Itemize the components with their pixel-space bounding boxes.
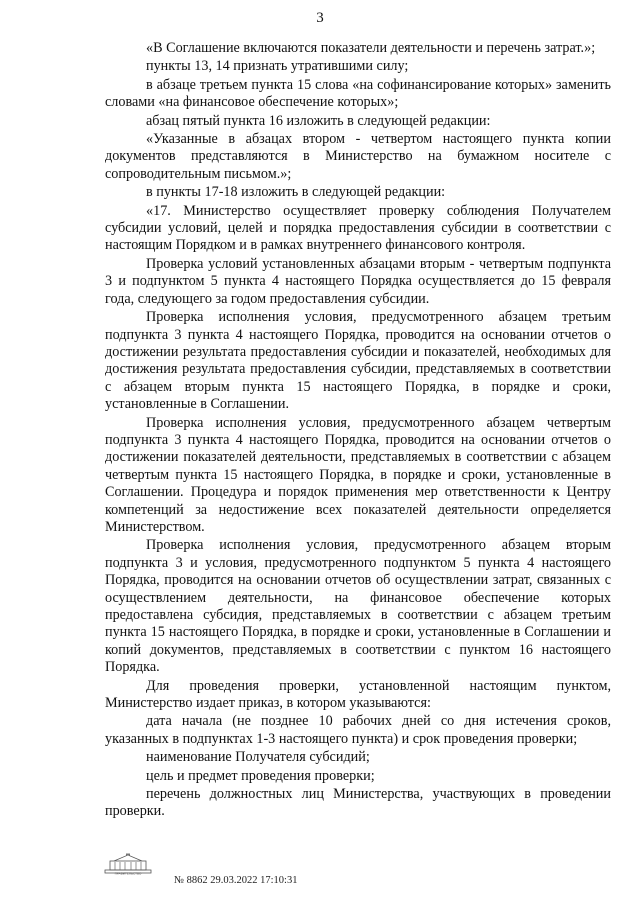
- paragraph: абзац пятый пункта 16 изложить в следующей редакции:: [146, 112, 491, 129]
- paragraph: «В Соглашение включаются показатели деятельности и перечень затрат.»;: [146, 40, 596, 56]
- paragraph: дата начала (не позднее 10 рабочих дней со дня истечения сроков, указанных в подпунктах 1-3 настоящего пункта) и срок проведения проверки;: [105, 713, 611, 747]
- paragraph: Проверка условий установленных абзацами вторым - четвертым подпункта 3 и подпунктом 5 пункта 4 настоящего Порядка осуществляется до 15 февраля года, следующего за годом предоставления субсидии.: [105, 255, 611, 307]
- paragraph: пункты 13, 14 признать утратившими силу;: [146, 58, 409, 75]
- paragraph: Проверка исполнения условия, предусмотренного абзацем четвертым подпункта 3 пункта 4 настоящего Порядка, проводится на основании отчетов о достижении показателей деятельности, представляемых в соответствии с абзацем четвертым пункта 15 настоящего Порядка, в порядке и сроки, установленные в Соглашении. Процедура и порядок применения мер ответственности к Центру компетенций за недостижение всех показателей деятельности определяется Министерством.: [105, 414, 611, 535]
- document-footer: [104, 853, 324, 889]
- paragraph: «17. Министерство осуществляет проверку соблюдения Получателем субсидии условий, целей и порядка предоставления субсидии в соответствии с настоящим Порядком и в рамках внутреннего финансового контроля.: [105, 202, 611, 254]
- paragraph: в пункты 17-18 изложить в следующей редакции:: [146, 184, 446, 201]
- document-body: [105, 40, 611, 822]
- paragraph: в абзаце третьем пункта 15 слова «на софинансирование которых» заменить словами «на финансовое обеспечение которых»;: [105, 76, 611, 111]
- paragraph: Для проведения проверки, установленной настоящим пунктом, Министерство издает приказ, в котором указываются:: [105, 677, 611, 712]
- government-building-logo-icon: [104, 853, 152, 875]
- paragraph: наименование Получателя субсидий;: [146, 749, 370, 766]
- paragraph: Проверка исполнения условия, предусмотренного абзацем вторым подпункта 3 и условия, предусмотренного подпунктом 5 пункта 4 настоящего Порядка, проводится на основании отчетов об осуществлении затрат, связанных с осуществлением деятельности, на финансовое обеспечение которых предоставлена субсидия, представляемых в соответствии с абзацем третьим пункта 15 настоящего Порядка, в порядке и сроки, установленные в Соглашении и копий документов, представляемых в соответствии с пунктом 16 настоящего Порядка.: [105, 537, 611, 676]
- page-number: 3: [316, 10, 324, 26]
- paragraph: «Указанные в абзацах втором - четвертом настоящего пункта копии документов представляются в Министерство на бумажном носителе с сопроводительным письмом.»;: [105, 131, 611, 182]
- paragraph: Проверка исполнения условия, предусмотренного абзацем третьим подпункта 3 пункта 4 настоящего Порядка, проводится на основании отчетов о достижении результата предоставления субсидии и показателей, необходимых для достижения результата предоставления субсидии, представляемых в соответствии с абзацем вторым пункта 15 настоящего Порядка, в порядке и сроки, установленные в Соглашении.: [105, 309, 611, 413]
- paragraph: цель и предмет проведения проверки;: [146, 767, 375, 784]
- registration-stamp: № 8862 29.03.2022 17:10:31: [174, 875, 298, 886]
- paragraph: перечень должностных лиц Министерства, участвующих в проведении проверки.: [105, 786, 611, 820]
- logo-caption: ПРАВИТЕЛЬСТВО: [114, 871, 142, 875]
